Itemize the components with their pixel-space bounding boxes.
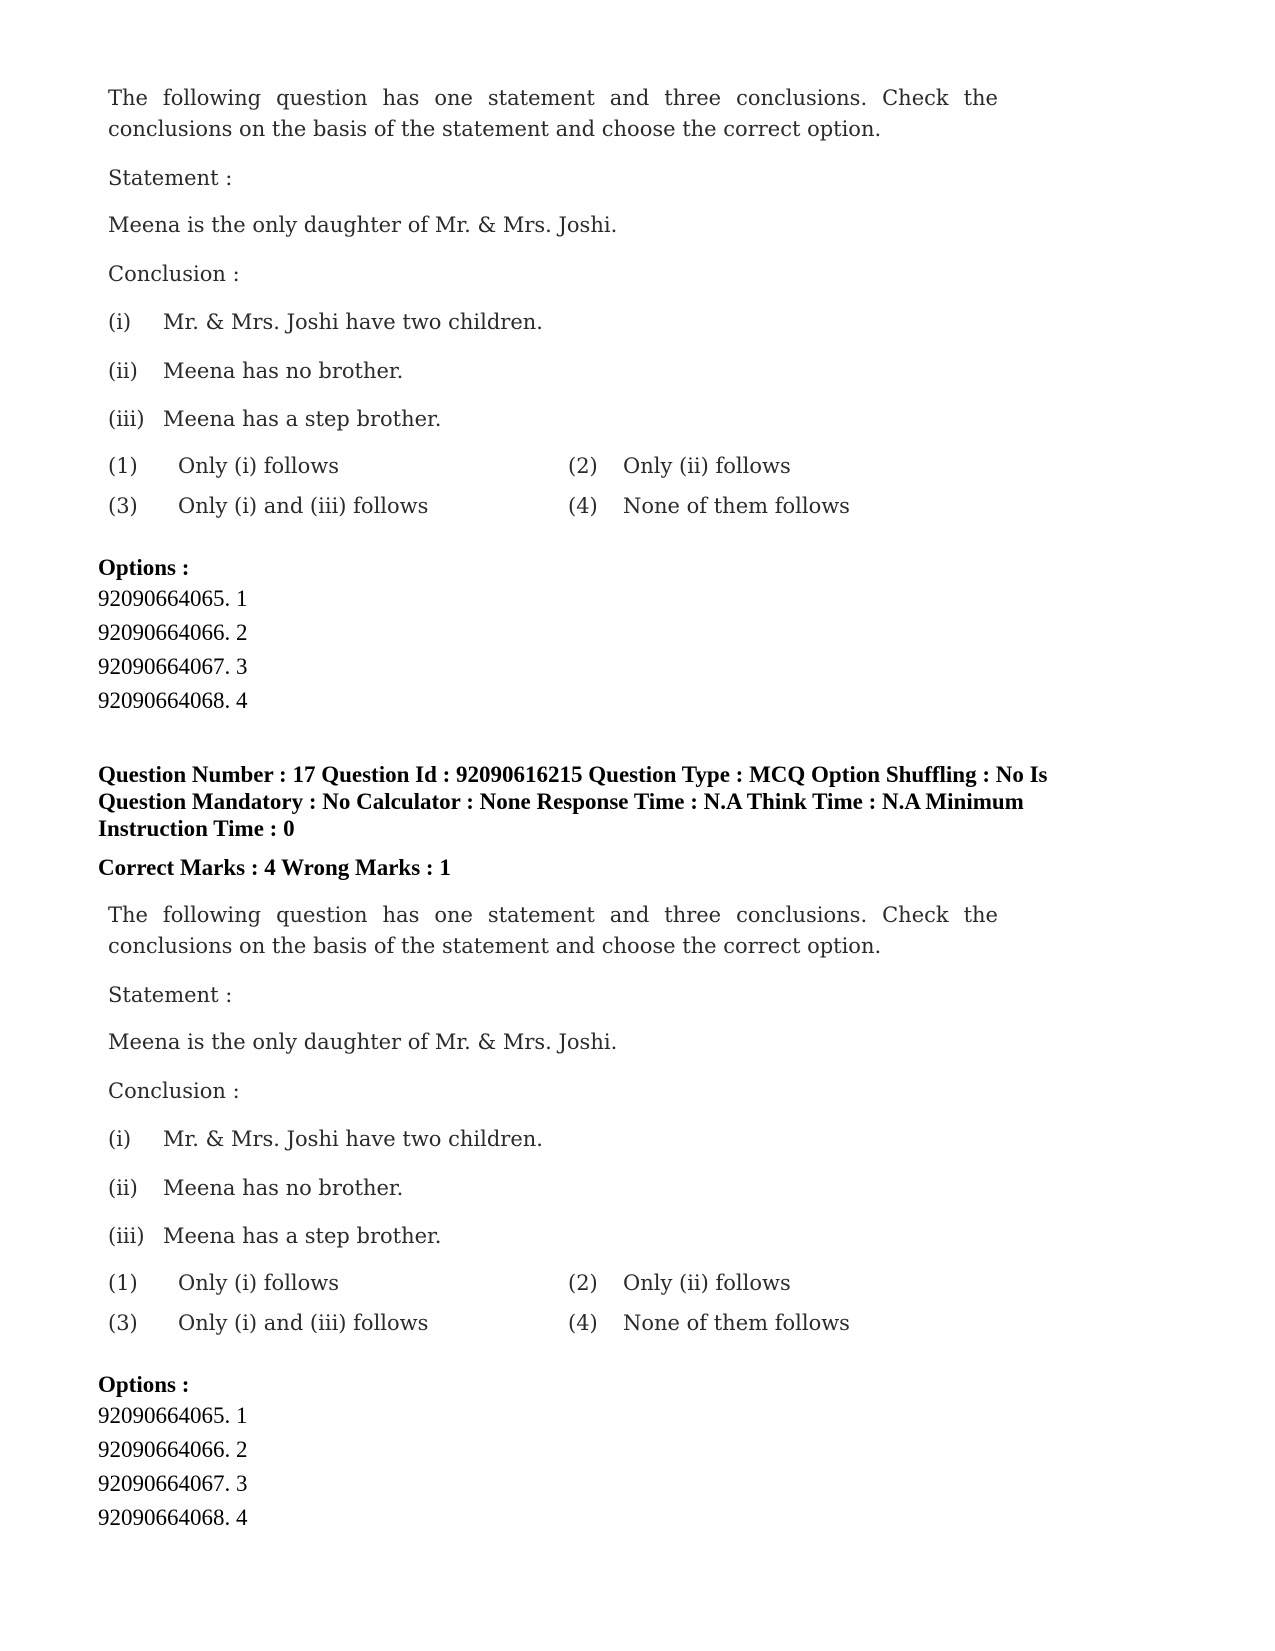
choice-number: (1) xyxy=(108,1271,138,1295)
option-item: 92090664067. 3 xyxy=(98,1471,248,1496)
choice-number: (2) xyxy=(568,1271,598,1295)
option-item: 92090664068. 4 xyxy=(98,688,248,713)
conclusion-text: Meena has no brother. xyxy=(163,359,404,383)
choice-row xyxy=(108,1308,1008,1339)
options-label: Options : xyxy=(98,555,190,580)
conclusion-number: (ii) xyxy=(108,1176,138,1200)
options-label: Options : xyxy=(98,1372,190,1397)
conclusion-item xyxy=(108,1173,403,1204)
conclusion-label: Conclusion : xyxy=(108,1079,240,1103)
conclusion-number: (i) xyxy=(108,1127,132,1151)
question-header-line: Question Mandatory : No Calculator : None Response Time : N.A Think Time : N.A Minimum xyxy=(98,789,1024,814)
conclusion-text: Meena has no brother. xyxy=(163,1176,404,1200)
choice-number: (3) xyxy=(108,494,138,518)
statement-text: Meena is the only daughter of Mr. & Mrs. Joshi. xyxy=(108,213,618,237)
conclusion-label: Conclusion : xyxy=(108,262,240,286)
choice-text: Only (ii) follows xyxy=(623,454,791,478)
conclusion-item xyxy=(108,356,403,387)
conclusion-number: (i) xyxy=(108,310,132,334)
option-item: 92090664065. 1 xyxy=(98,586,248,611)
conclusion-number: (iii) xyxy=(108,1224,145,1248)
option-item: 92090664066. 2 xyxy=(98,1437,248,1462)
conclusion-text: Mr. & Mrs. Joshi have two children. xyxy=(163,1127,543,1151)
choice-text: Only (i) follows xyxy=(178,454,340,478)
choice-number: (3) xyxy=(108,1311,138,1335)
question-intro: The following question has one statement and three conclusions. Check the conclusions on the basis of the statement and choose the correct option. xyxy=(108,903,998,958)
question-header xyxy=(98,761,1198,842)
choice-text: Only (ii) follows xyxy=(623,1271,791,1295)
choice-text: Only (i) and (iii) follows xyxy=(178,494,429,518)
conclusion-text: Meena has a step brother. xyxy=(163,1224,442,1248)
conclusion-item xyxy=(108,1221,441,1252)
question-image-1 xyxy=(108,83,1068,523)
choice-row xyxy=(108,451,1008,482)
conclusion-item xyxy=(108,404,441,435)
choice-number: (2) xyxy=(568,454,598,478)
option-item: 92090664066. 2 xyxy=(98,620,248,645)
choice-text: Only (i) and (iii) follows xyxy=(178,1311,429,1335)
marks-line: Correct Marks : 4 Wrong Marks : 1 xyxy=(98,855,451,880)
conclusion-number: (ii) xyxy=(108,359,138,383)
options-list xyxy=(98,582,248,718)
choice-text: Only (i) follows xyxy=(178,1271,340,1295)
choice-number: (1) xyxy=(108,454,138,478)
question-header-line: Instruction Time : 0 xyxy=(98,816,295,841)
statement-text: Meena is the only daughter of Mr. & Mrs. Joshi. xyxy=(108,1030,618,1054)
question-header-line: Question Number : 17 Question Id : 92090616215 Question Type : MCQ Option Shuffling : No Is xyxy=(98,762,1048,787)
conclusion-text: Mr. & Mrs. Joshi have two children. xyxy=(163,310,543,334)
options-list xyxy=(98,1399,248,1535)
choice-row xyxy=(108,491,1008,522)
option-item: 92090664067. 3 xyxy=(98,654,248,679)
choice-text: None of them follows xyxy=(623,494,850,518)
statement-label: Statement : xyxy=(108,983,233,1007)
question-intro: The following question has one statement and three conclusions. Check the conclusions on the basis of the statement and choose the correct option. xyxy=(108,86,998,141)
conclusion-item xyxy=(108,1124,543,1155)
choice-number: (4) xyxy=(568,1311,598,1335)
question-image-2 xyxy=(108,900,1068,1340)
choice-text: None of them follows xyxy=(623,1311,850,1335)
choice-number: (4) xyxy=(568,494,598,518)
conclusion-text: Meena has a step brother. xyxy=(163,407,442,431)
conclusion-number: (iii) xyxy=(108,407,145,431)
conclusion-item xyxy=(108,307,543,338)
option-item: 92090664065. 1 xyxy=(98,1403,248,1428)
choice-row xyxy=(108,1268,1008,1299)
option-item: 92090664068. 4 xyxy=(98,1505,248,1530)
statement-label: Statement : xyxy=(108,166,233,190)
